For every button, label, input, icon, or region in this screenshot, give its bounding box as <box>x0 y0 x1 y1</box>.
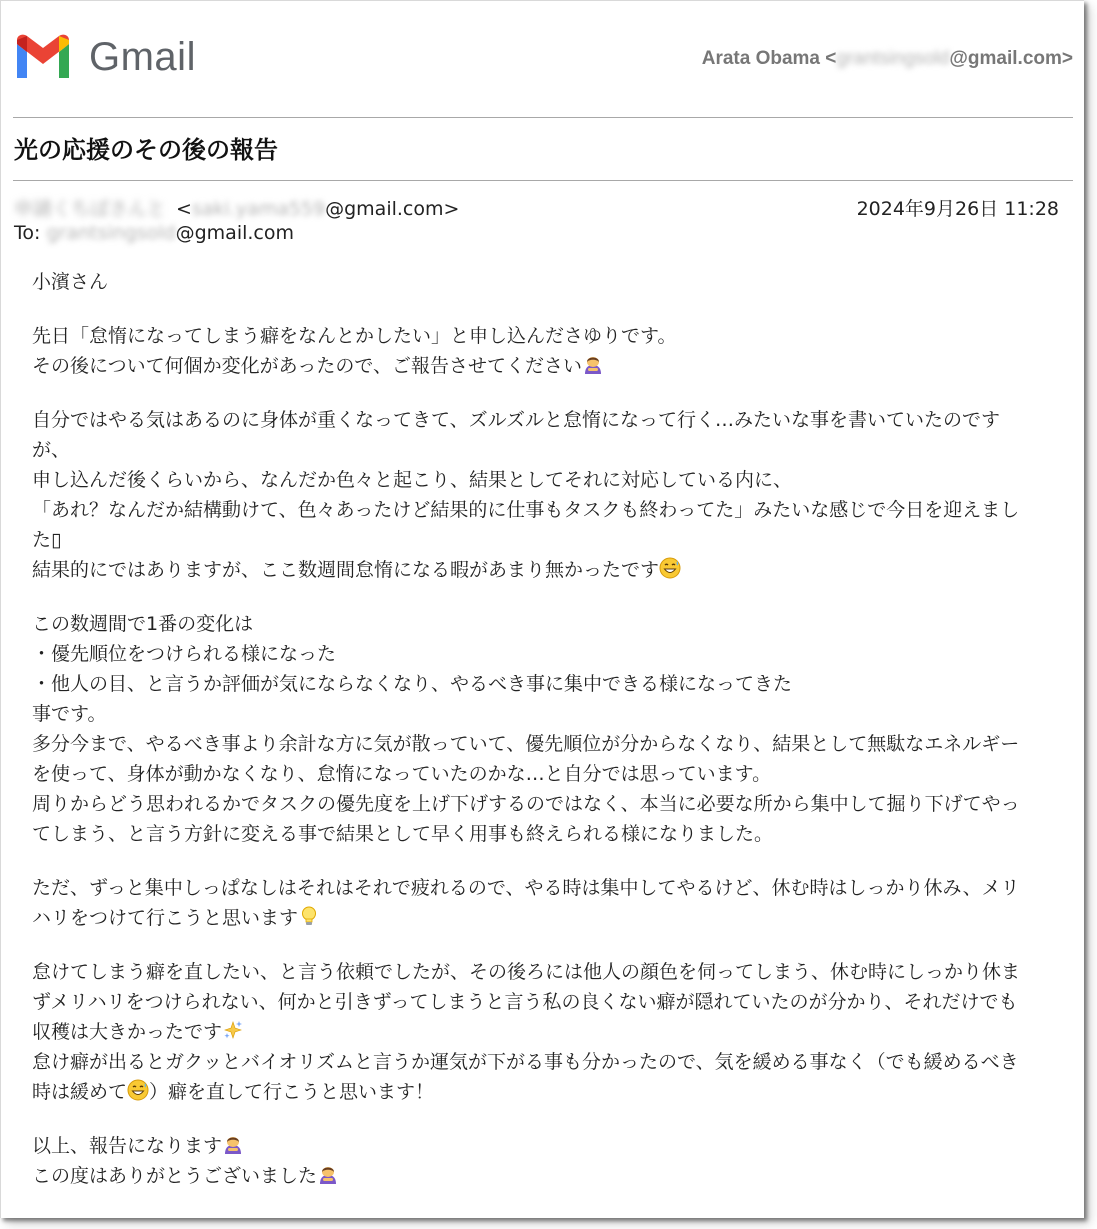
sender-email-redacted: saki.yama559 <box>191 198 326 220</box>
bowing-person-icon <box>317 1163 339 1185</box>
paragraph-2 <box>32 405 1062 585</box>
account-name: Arata Obama <box>701 48 820 69</box>
grinning-sweat-icon <box>659 557 681 579</box>
sender-email-open: < <box>176 198 192 220</box>
body-text: 収穫は大きかったです <box>32 1021 223 1043</box>
subject-divider <box>13 180 1073 181</box>
body-line: ただ、ずっと集中しっぱなしはそれはそれで疲れるので、やる時は集中してやるけど、休む時はしっかり休み、メリ <box>32 877 1020 899</box>
email-from <box>14 194 459 221</box>
recipient-email-domain: @gmail.com <box>175 222 294 244</box>
body-line: ずメリハリをつけられない、何かと引きずってしまうと言う私の良くない癖が隠れていたのが分かり、それだけでも <box>32 991 1018 1013</box>
body-line: 自分ではやる気はあるのに身体が重くなってきて、ズルズルと怠惰になって行く…みたいな事を書いていたのです <box>32 409 1001 431</box>
body-line <box>32 1017 1062 1047</box>
email-subject: 光の応援のその後の報告 <box>14 136 278 164</box>
body-line <box>32 1077 1062 1107</box>
account-email-open: < <box>820 48 837 69</box>
body-text: この度はありがとうございました <box>32 1165 318 1187</box>
greeting: 小濱さん <box>32 271 109 293</box>
paragraph-5 <box>32 957 1062 1107</box>
to-label: To: <box>14 222 41 244</box>
body-line: 怠けてしまう癖を直したい、と言う依頼でしたが、その後ろには他人の顔色を伺ってしまう、休む時にしっかり休ま <box>32 961 1021 983</box>
paragraph-1 <box>32 321 1062 381</box>
grinning-sweat-icon <box>127 1079 149 1101</box>
body-text: ）癖を直して行こうと思います！ <box>149 1081 435 1103</box>
body-line: てしまう、と言う方針に変える事で結果として早く用事も終えられる様になりました。 <box>32 823 774 845</box>
body-line: ・優先順位をつけられる様になった <box>32 643 337 665</box>
body-line: 事です。 <box>32 703 107 725</box>
body-line <box>32 1161 1062 1191</box>
gmail-logo-text: Gmail <box>89 34 196 79</box>
gmail-m-logo-icon <box>13 34 73 80</box>
body-line: を使って、身体が動かなくなり、怠惰になっていたのかな…と自分では思っています。 <box>32 763 772 785</box>
body-line: 怠け癖が出るとガクッとバイオリズムと言うか運気が下がる事も分かったので、気を緩める事なく（でも緩めるべき <box>32 1051 1019 1073</box>
body-line: 多分今まで、やるべき事より余計な方に気が散っていて、優先順位が分からなくなり、結果として無駄なエネルギー <box>32 733 1020 755</box>
paragraph-4 <box>32 873 1062 933</box>
body-line <box>32 351 1062 381</box>
bowing-person-icon <box>222 1133 244 1155</box>
account-email-domain: @gmail.com> <box>949 48 1073 69</box>
body-line: た▯ <box>32 529 62 551</box>
paragraph-6 <box>32 1131 1062 1191</box>
body-text: 結果的にではありますが、ここ数週間怠惰になる暇があまり無かったです <box>32 559 660 581</box>
recipient-email-redacted: grantsingsold <box>46 222 176 244</box>
body-text: 時は緩めて <box>32 1081 128 1103</box>
lightbulb-icon <box>298 905 320 927</box>
body-line: 周りからどう思われるかでタスクの優先度を上げ下げするのではなく、本当に必要な所から集中して掘り下げてやっ <box>32 793 1020 815</box>
body-line <box>32 903 1062 933</box>
body-line <box>32 1131 1062 1161</box>
bowing-person-icon <box>582 353 604 375</box>
account-identity <box>702 48 1073 70</box>
header-divider <box>13 117 1073 118</box>
body-line <box>32 555 1062 585</box>
body-line: が、 <box>32 439 71 461</box>
sender-name-redacted: 申請くちばさんと <box>14 198 167 220</box>
email-date: 2024年9月26日 11:28 <box>856 198 1059 220</box>
gmail-logo <box>13 34 196 80</box>
body-text: ハリをつけて行こうと思います <box>32 907 299 929</box>
email-to <box>14 222 294 244</box>
body-line: 「あれ？なんだか結構動けて、色々あったけど結果的に仕事もタスクも終わってた」みたいな感じで今日を迎えまし <box>32 499 1020 521</box>
paragraph-3 <box>32 609 1062 849</box>
greeting-paragraph <box>32 267 1062 297</box>
body-line: 先日「怠惰になってしまう癖をなんとかしたい」と申し込んださゆりです。 <box>32 325 677 347</box>
body-line: ・他人の目、と言うか評価が気にならなくなり、やるべき事に集中できる様になってきた <box>32 673 793 695</box>
email-body <box>32 267 1062 1215</box>
body-line: 申し込んだ後くらいから、なんだか色々と起こり、結果としてそれに対応している内に、 <box>32 469 793 491</box>
gmail-header <box>13 34 1073 86</box>
body-text: 以上、報告になります <box>32 1135 223 1157</box>
sender-email-domain: @gmail.com> <box>325 198 460 220</box>
body-line: この数週間で1番の変化は <box>32 613 254 635</box>
sparkles-icon <box>222 1019 244 1041</box>
body-text: その後について何個か変化があったので、ご報告させてください <box>32 355 583 377</box>
account-email-redacted: grantsingsold <box>836 48 950 69</box>
